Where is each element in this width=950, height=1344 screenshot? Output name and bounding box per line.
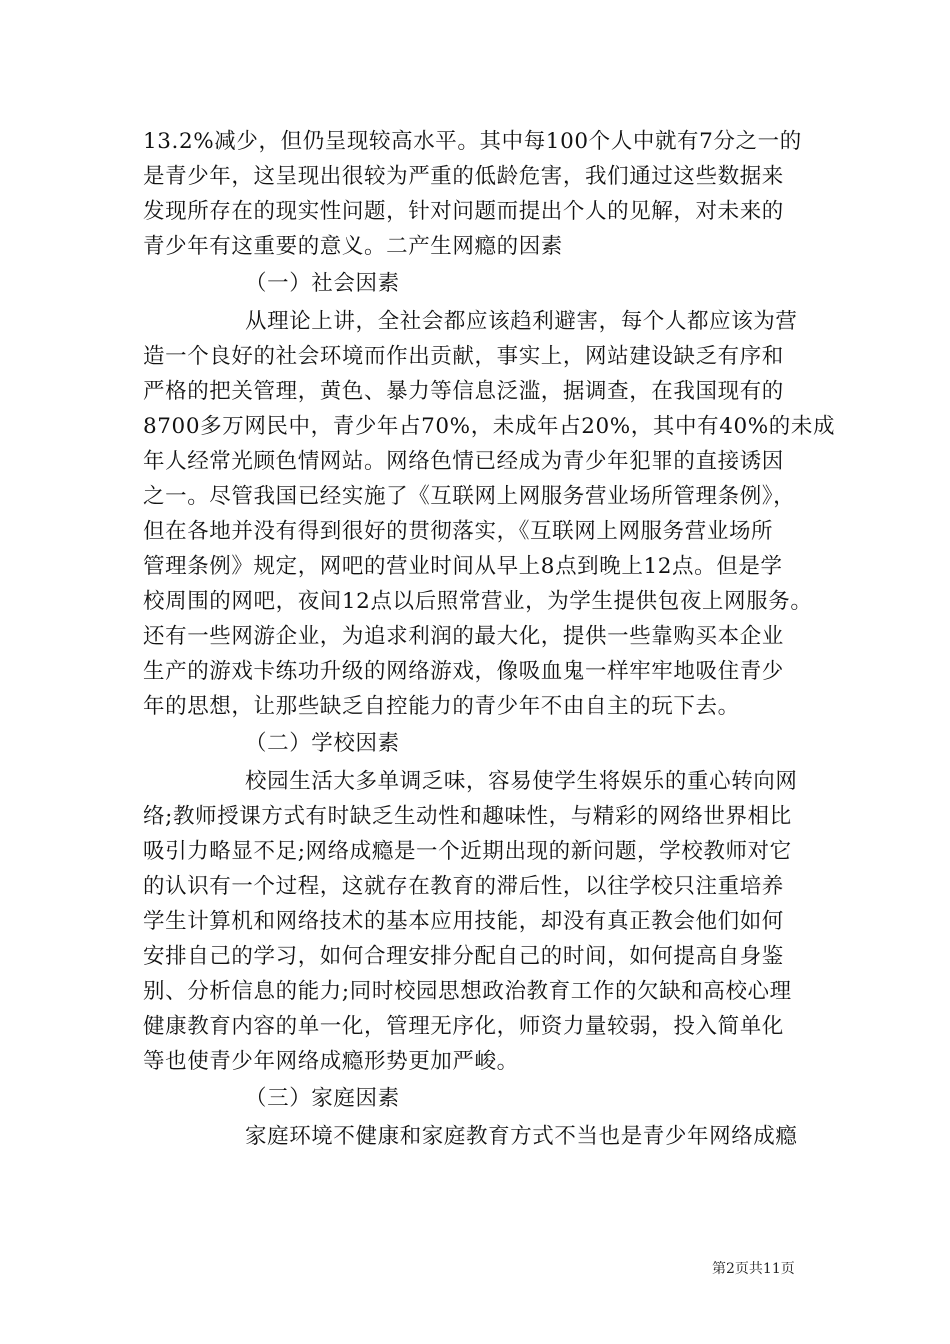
- paragraph-first-line: 校园生活大多单调乏味，容易使学生将娱乐的重心转向网: [245, 769, 798, 794]
- body-text-line: 学生计算机和网络技术的基本应用技能，却没有真正教会他们如何: [143, 909, 784, 934]
- body-text-line: 13.2%减少，但仍呈现较高水平。其中每100个人中就有7分之一的: [143, 129, 802, 154]
- body-text-line: 严格的把关管理，黄色、暴力等信息泛滥，据调查，在我国现有的: [143, 379, 784, 404]
- body-text-line: 别、分析信息的能力;同时校园思想政治教育工作的欠缺和高校心理: [143, 979, 792, 1004]
- section-heading-school: （二）学校因素: [245, 731, 400, 756]
- body-text-line: 还有一些网游企业，为追求利润的最大化，提供一些靠购买本企业: [143, 624, 784, 649]
- body-text-line: 但在各地并没有得到很好的贯彻落实，《互联网上网服务营业场所: [143, 519, 774, 544]
- body-text-line: 等也使青少年网络成瘾形势更加严峻。: [143, 1049, 519, 1074]
- body-text-line: 造一个良好的社会环境而作出贡献，事实上，网站建设缺乏有序和: [143, 344, 784, 369]
- paragraph-first-line: 家庭环境不健康和家庭教育方式不当也是青少年网络成瘾: [245, 1124, 798, 1149]
- body-text-line: 络;教师授课方式有时缺乏生动性和趣味性，与精彩的网络世界相比: [143, 804, 792, 829]
- body-text-line: 青少年有这重要的意义。二产生网瘾的因素: [143, 234, 563, 259]
- body-text-line: 8700多万网民中，青少年占70%，未成年占20%，其中有40%的未成: [143, 414, 836, 439]
- body-text-line: 的认识有一个过程，这就存在教育的滞后性，以往学校只注重培养: [143, 874, 784, 899]
- paragraph-first-line: 从理论上讲，全社会都应该趋利避害，每个人都应该为营: [245, 309, 798, 334]
- body-text-line: 之一。尽管我国已经实施了《互联网上网服务营业场所管理条例》，: [143, 484, 796, 509]
- section-heading-family: （三）家庭因素: [245, 1086, 400, 1111]
- body-text-line: 发现所存在的现实性问题，针对问题而提出个人的见解，对未来的: [143, 199, 784, 224]
- body-text-line: 是青少年，这呈现出很较为严重的低龄危害，我们通过这些数据来: [143, 164, 784, 189]
- body-text-line: 年人经常光顾色情网站。网络色情已经成为青少年犯罪的直接诱因: [143, 449, 784, 474]
- body-text-line: 健康教育内容的单一化，管理无序化，师资力量较弱，投入简单化: [143, 1014, 784, 1039]
- page-number-footer: 第2页共11页: [712, 1261, 795, 1277]
- body-text-line: 管理条例》规定，网吧的营业时间从早上8点到晚上12点。但是学: [143, 554, 783, 579]
- body-text-line: 年的思想，让那些缺乏自控能力的青少年不由自主的玩下去。: [143, 694, 740, 719]
- body-text-line: 校周围的网吧，夜间12点以后照常营业，为学生提供包夜上网服务。: [143, 589, 813, 614]
- body-text-line: 安排自己的学习，如何合理安排分配自己的时间，如何提高自身鉴: [143, 944, 784, 969]
- body-text-line: 生产的游戏卡练功升级的网络游戏，像吸血鬼一样牢牢地吸住青少: [143, 659, 784, 684]
- body-text-line: 吸引力略显不足;网络成瘾是一个近期出现的新问题，学校教师对它: [143, 839, 792, 864]
- section-heading-social: （一）社会因素: [245, 271, 400, 296]
